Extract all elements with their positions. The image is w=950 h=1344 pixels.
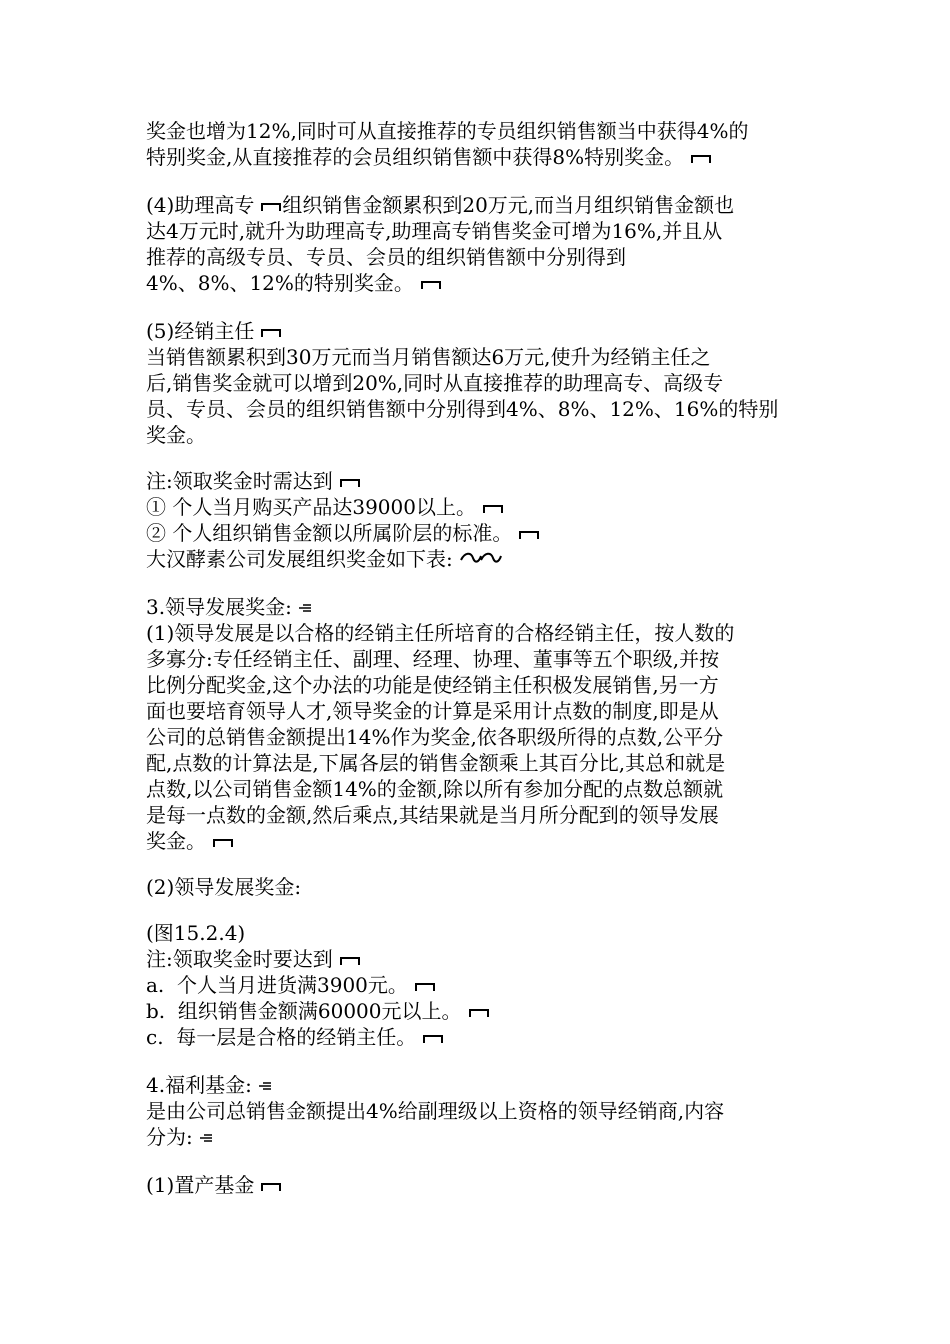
text-line: 面也要培育领导人才,领导奖金的计算是采用计点数的制度,即是从 — [146, 699, 719, 723]
text-line: 分为: — [146, 1124, 213, 1150]
text-line: 多寡分:专任经销主任、副理、经理、协理、董事等五个职级,并按 — [146, 647, 720, 671]
text-line: 当销售额累积到30万元而当月销售额达6万元,使升为经销主任之 — [146, 345, 711, 369]
paragraph-mark-icon — [260, 326, 282, 338]
text-line: 配,点数的计算法是,下属各层的销售金额乘上其百分比,其总和就是 — [146, 751, 726, 775]
text-line: a. 个人当月进货满3900元。 — [146, 972, 436, 998]
text-line: 公司的总销售金额提出14%作为奖金,依各职级所得的点数,公平分 — [146, 725, 724, 749]
text-line: 后,销售奖金就可以增到20%,同时从直接推荐的助理高专、高级专 — [146, 371, 724, 395]
text-line: c. 每一层是合格的经销主任。 — [146, 1024, 444, 1050]
text-line: 员、专员、会员的组织销售额中分别得到4%、8%、12%、16%的特别 — [146, 397, 779, 421]
text-line: (1)领导发展是以合格的经销主任所培育的合格经销主任，按人数的 — [146, 621, 735, 645]
paragraph-mark-icon — [482, 502, 504, 514]
text-line: 4.福利基金: — [146, 1072, 272, 1098]
paragraph-mark-icon — [414, 980, 436, 992]
paragraph-mark-icon — [422, 1032, 444, 1044]
text-line: 4%、8%、12%的特别奖金。 — [146, 270, 442, 296]
text-line: (4)助理高专 组织销售金额累积到20万元,而当月组织销售金额也 — [146, 193, 735, 217]
text-line: 大汉酵素公司发展组织奖金如下表: — [146, 546, 503, 572]
text-line: ① 个人当月购买产品达39000以上。 — [146, 494, 504, 520]
column-break-mark-icon — [258, 1080, 272, 1092]
paragraph-mark-icon — [339, 476, 361, 488]
paragraph-mark-icon — [260, 1180, 282, 1192]
text-line: 达4万元时,就升为助理高专,助理高专销售奖金可增为16%,并且从 — [146, 219, 723, 243]
text-line: 奖金。 — [146, 828, 234, 854]
paragraph-mark-icon — [468, 1006, 490, 1018]
text-line: 奖金也增为12%,同时可从直接推荐的专员组织销售额当中获得4%的 — [146, 119, 749, 143]
text-line: b. 组织销售金额满60000元以上。 — [146, 998, 490, 1024]
column-break-mark-icon — [199, 1132, 213, 1144]
paragraph-mark-icon — [420, 278, 442, 290]
text-line: 奖金。 — [146, 423, 206, 447]
paragraph-mark-icon — [339, 954, 361, 966]
text-line: 推荐的高级专员、专员、会员的组织销售额中分别得到 — [146, 245, 626, 269]
paragraph-mark-icon — [212, 836, 234, 848]
text-line: (1)置产基金 — [146, 1172, 282, 1198]
text-line: 注:领取奖金时需达到 — [146, 468, 361, 494]
paragraph-mark-icon — [260, 200, 282, 212]
paragraph-mark-icon — [690, 152, 712, 164]
text-line: 特别奖金,从直接推荐的会员组织销售额中获得8%特别奖金。 — [146, 144, 712, 170]
text-line: (5)经销主任 — [146, 318, 282, 344]
paragraph-mark-icon — [518, 528, 540, 540]
text-line: 是每一点数的金额,然后乘点,其结果就是当月所分配到的领导发展 — [146, 803, 719, 827]
text-line: 比例分配奖金,这个办法的功能是使经销主任积极发展销售,另一方 — [146, 673, 719, 697]
column-break-mark-icon — [298, 602, 312, 614]
text-line: 注:领取奖金时要达到 — [146, 946, 361, 972]
scribble-mark-icon — [459, 550, 503, 566]
text-line: (2)领导发展奖金: — [146, 875, 302, 899]
text-line: ② 个人组织销售金额以所属阶层的标准。 — [146, 520, 540, 546]
text-line: (图15.2.4) — [146, 921, 246, 945]
text-line: 点数,以公司销售金额14%的金额,除以所有参加分配的点数总额就 — [146, 777, 724, 801]
text-line: 是由公司总销售金额提出4%给副理级以上资格的领导经销商,内容 — [146, 1099, 725, 1123]
text-line: 3.领导发展奖金: — [146, 594, 312, 620]
